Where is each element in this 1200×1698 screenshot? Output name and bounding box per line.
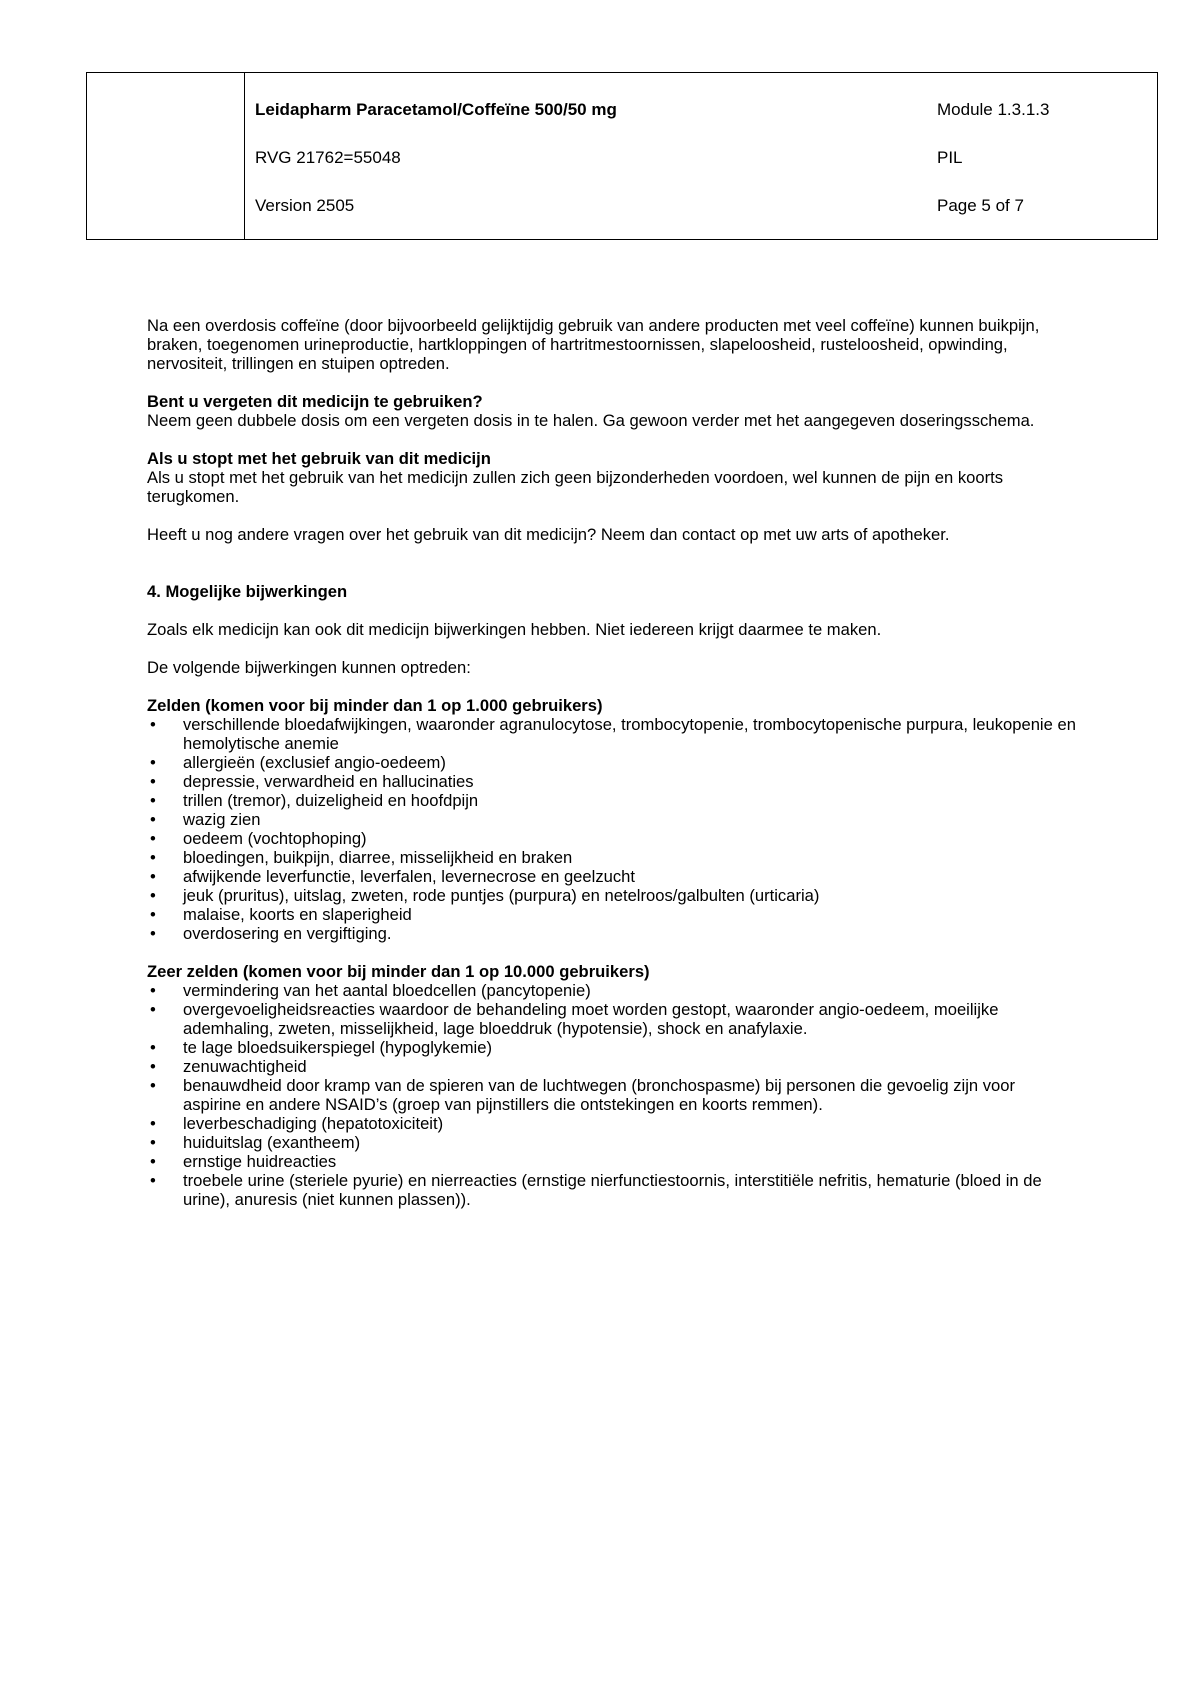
very-rare-list (147, 981, 1077, 1209)
rare-list (147, 715, 1077, 943)
bullet-icon: • (150, 753, 156, 772)
questions-paragraph: Heeft u nog andere vragen over het gebruik van dit medicijn? Neem dan contact op met uw arts of apotheker. (147, 525, 950, 544)
bullet-icon: • (150, 715, 156, 734)
very-rare-heading: Zeer zelden (komen voor bij minder dan 1 op 10.000 gebruikers) (147, 962, 650, 981)
list-item: • benauwdheid door kramp van de spieren van de luchtwegen (bronchospasme) bij personen die gevoelig zijn voor aspirine en andere NSAID’s (groep van pijnstillers die ontstekingen en koorts remmen). (150, 1076, 1016, 1114)
bullet-icon: • (150, 1076, 156, 1095)
list-item: • te lage bloedsuikerspiegel (hypoglykemie) (150, 1038, 493, 1057)
bullet-icon: • (150, 791, 156, 810)
list-item: • depressie, verwardheid en hallucinaties (150, 772, 474, 791)
rvg-number: RVG 21762=55048 (255, 148, 401, 167)
side-effects-heading: 4. Mogelijke bijwerkingen (147, 582, 348, 601)
bullet-icon: • (150, 1057, 156, 1076)
list-item: • troebele urine (steriele pyurie) en nierreacties (ernstige nierfunctiestoornis, interstitiële nefritis, hematurie (bloed in de urine), anuresis (niet kunnen plassen)). (150, 1171, 1042, 1209)
bullet-icon: • (150, 1171, 156, 1190)
side-effects-lead: De volgende bijwerkingen kunnen optreden: (147, 658, 471, 677)
stop-use-heading: Als u stopt met het gebruik van dit medicijn (147, 449, 491, 468)
bullet-icon: • (150, 886, 156, 905)
bullet-icon: • (150, 848, 156, 867)
side-effects-intro: Zoals elk medicijn kan ook dit medicijn bijwerkingen hebben. Niet iedereen krijgt daarmee te maken. (147, 620, 882, 639)
module-number: Module 1.3.1.3 (937, 100, 1050, 119)
list-item: • malaise, koorts en slaperigheid (150, 905, 412, 924)
list-item: • trillen (tremor), duizeligheid en hoofdpijn (150, 791, 479, 810)
list-item: • bloedingen, buikpijn, diarree, misselijkheid en braken (150, 848, 573, 867)
bullet-icon: • (150, 1152, 156, 1171)
list-item: • verschillende bloedafwijkingen, waaronder agranulocytose, trombocytopenie, trombocytopenische purpura, leukopenie en hemolytische anemie (150, 715, 1076, 753)
document-type: PIL (937, 148, 963, 167)
list-item: • jeuk (pruritus), uitslag, zweten, rode puntjes (purpura) en netelroos/galbulten (urticaria) (150, 886, 820, 905)
header-divider (244, 73, 245, 239)
bullet-icon: • (150, 1114, 156, 1133)
bullet-icon: • (150, 1133, 156, 1152)
bullet-icon: • (150, 772, 156, 791)
document-body (147, 316, 1077, 1209)
list-item: • zenuwachtigheid (150, 1057, 307, 1076)
list-item: • huiduitslag (exantheem) (150, 1133, 361, 1152)
bullet-icon: • (150, 1000, 156, 1019)
list-item: • ernstige huidreacties (150, 1152, 337, 1171)
forgot-dose-paragraph: Neem geen dubbele dosis om een vergeten dosis in te halen. Ga gewoon verder met het aangegeven doseringsschema. (147, 411, 1035, 430)
stop-use-paragraph: Als u stopt met het gebruik van het medicijn zullen zich geen bijzonderheden voordoen, wel kunnen de pijn en koorts terugkomen. (147, 468, 1004, 506)
forgot-dose-heading: Bent u vergeten dit medicijn te gebruiken? (147, 392, 483, 411)
list-item: • overdosering en vergiftiging. (150, 924, 392, 943)
list-item: • overgevoeligheidsreacties waardoor de behandeling moet worden gestopt, waaronder angio-oedeem, moeilijke ademhaling, zweten, misselijkheid, lage bloeddruk (hypotensie), shock en anafylaxie. (150, 1000, 999, 1038)
version-number: Version 2505 (255, 196, 355, 215)
list-item: • allergieën (exclusief angio-oedeem) (150, 753, 446, 772)
bullet-icon: • (150, 905, 156, 924)
bullet-icon: • (150, 867, 156, 886)
bullet-icon: • (150, 1038, 156, 1057)
list-item: • oedeem (vochtophoping) (150, 829, 367, 848)
list-item: • leverbeschadiging (hepatotoxiciteit) (150, 1114, 444, 1133)
bullet-icon: • (150, 924, 156, 943)
page-number: Page 5 of 7 (937, 196, 1024, 215)
document-header (86, 72, 1158, 240)
list-item: • afwijkende leverfunctie, leverfalen, levernecrose en geelzucht (150, 867, 635, 886)
bullet-icon: • (150, 981, 156, 1000)
bullet-icon: • (150, 810, 156, 829)
overdose-caffeine-paragraph: Na een overdosis coffeïne (door bijvoorbeeld gelijktijdig gebruik van andere producten met veel coffeïne) kunnen buikpijn, braken, toegenomen urineproductie, hartkloppingen of hartritmestoornissen, slapeloosheid, rusteloosheid, opwinding, nervositeit, trillingen en stuipen optreden. (147, 316, 1040, 373)
product-name: Leidapharm Paracetamol/Coffeïne 500/50 mg (255, 100, 617, 119)
bullet-icon: • (150, 829, 156, 848)
rare-heading: Zelden (komen voor bij minder dan 1 op 1.000 gebruikers) (147, 696, 603, 715)
list-item: • vermindering van het aantal bloedcellen (pancytopenie) (150, 981, 591, 1000)
list-item: • wazig zien (150, 810, 261, 829)
